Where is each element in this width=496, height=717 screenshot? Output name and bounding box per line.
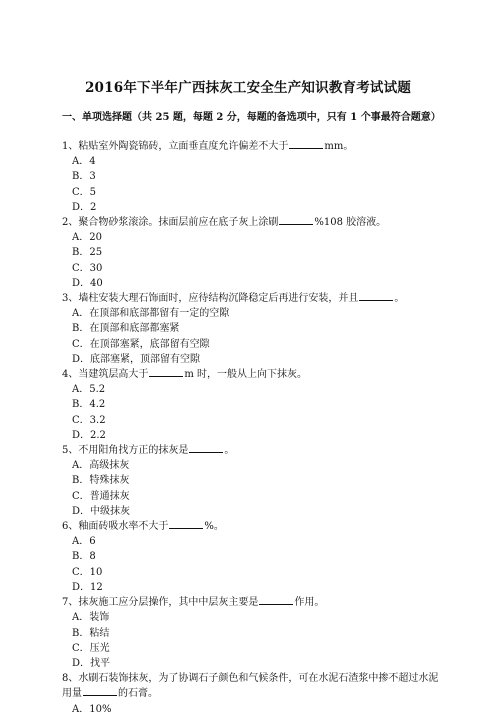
question-list bbox=[62, 139, 442, 717]
option: A．20 bbox=[72, 232, 102, 244]
answer-blank bbox=[359, 291, 393, 301]
option: A．6 bbox=[72, 536, 96, 548]
answer-blank bbox=[83, 686, 117, 696]
option: B．8 bbox=[72, 551, 96, 563]
section-heading: 一、单项选择题（共 25 题，每题 2 分，每题的备选项中，只有 1 个事最符合题意） bbox=[62, 112, 441, 123]
option: A．装饰 bbox=[72, 612, 110, 624]
question-2: 2、聚合物砂浆滚涂。抹面层前应在底子灰上涂刷 %108 胶溶液。 bbox=[62, 217, 387, 229]
answer-blank bbox=[189, 443, 223, 453]
option: D．找平 bbox=[72, 657, 111, 669]
option: D．2 bbox=[72, 201, 97, 213]
option: D．12 bbox=[72, 581, 103, 593]
option: B．4.2 bbox=[72, 399, 106, 411]
option: A．5.2 bbox=[72, 384, 106, 396]
question-8: 8、水刷石装饰抹灰，为了协调石子颜色和气候条件，可在水泥石渣浆中掺不超过水泥用量 的石膏。 bbox=[62, 673, 439, 700]
option: B．特殊抹灰 bbox=[72, 475, 130, 487]
option: C．普通抹灰 bbox=[72, 490, 130, 502]
question-4: 4、当建筑层高大于 m 时，一般从上向下抹灰。 bbox=[62, 369, 308, 381]
answer-blank bbox=[169, 519, 203, 529]
option: B．3 bbox=[72, 171, 96, 183]
option: C．5 bbox=[72, 186, 97, 198]
question-7: 7、抹灰施工应分层操作，其中中层灰主要是 作用。 bbox=[62, 597, 325, 609]
answer-blank bbox=[259, 595, 293, 605]
option: C．压光 bbox=[72, 642, 110, 654]
question-3: 3、墙柱安装大理石饰面时，应待结构沉降稳定后再进行安装，并且 。 bbox=[62, 293, 405, 305]
option: A．4 bbox=[72, 156, 96, 168]
option: D．40 bbox=[72, 277, 103, 289]
option: B．25 bbox=[72, 247, 103, 259]
question-1: 1、粘贴室外陶瓷锦砖，立面垂直度允许偏差不大于 mm。 bbox=[62, 141, 354, 152]
answer-blank bbox=[289, 139, 323, 149]
question-5: 5、不用阳角找方正的抹灰是 。 bbox=[62, 445, 235, 457]
option: D．底部塞紧，顶部留有空隙 bbox=[72, 353, 201, 365]
option: B．在顶部和底部都塞紧 bbox=[72, 323, 180, 335]
option: C．在顶部塞紧，底部留有空隙 bbox=[72, 338, 210, 350]
question-6: 6、釉面砖吸水率不大于 %。 bbox=[62, 521, 224, 533]
option: D．中级抹灰 bbox=[72, 505, 131, 517]
option: A．10% bbox=[72, 703, 112, 715]
answer-blank bbox=[279, 215, 313, 225]
option: C．30 bbox=[72, 262, 103, 274]
option: A．高级抹灰 bbox=[72, 460, 130, 472]
page-title: 2016年下半年广西抹灰工安全生产知识教育考试试题 bbox=[84, 80, 412, 96]
option: A．在顶部和底部都留有一定的空隙 bbox=[72, 308, 230, 320]
option: C．3.2 bbox=[72, 414, 106, 426]
option: B．粘结 bbox=[72, 627, 110, 639]
option: D．2.2 bbox=[72, 429, 106, 441]
answer-blank bbox=[149, 367, 183, 377]
option: C．10 bbox=[72, 566, 103, 578]
